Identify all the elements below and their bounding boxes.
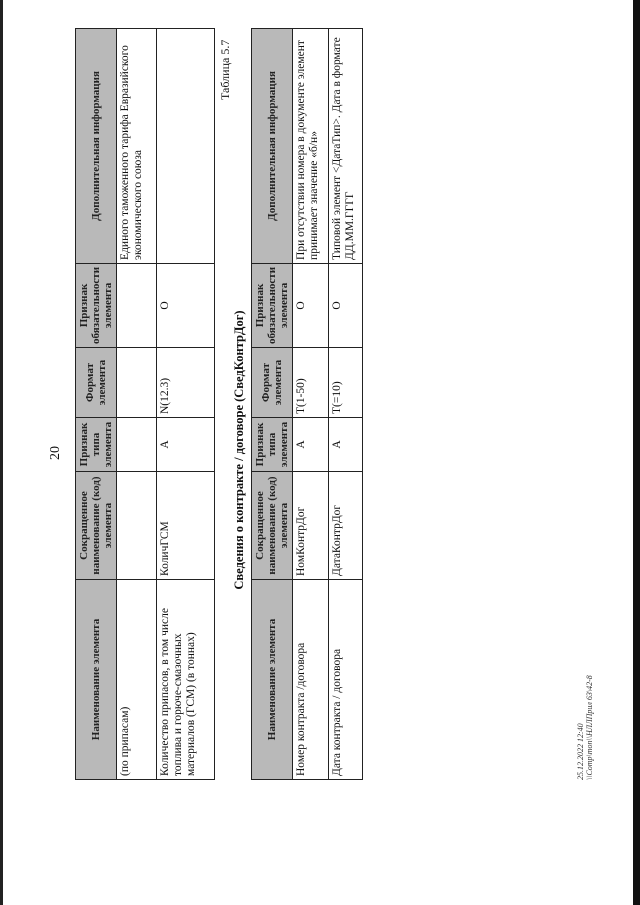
table-caption: Таблица 5.7	[218, 39, 232, 100]
table-cargo-supplies	[75, 28, 215, 780]
table-cell: А	[157, 418, 215, 472]
footnote-timestamp: 25.12.2022 12:40	[576, 723, 585, 780]
table-cell: Типовой элемент <ДатаТип>. Дата в формате ДД.ММ.ГГГГ	[329, 28, 363, 263]
header-cell: Признак типа элемента	[76, 418, 117, 472]
table-cell: ДатаКонтрДог	[329, 472, 363, 580]
table-row	[157, 28, 215, 779]
header-cell: Дополнительная информация	[76, 28, 117, 263]
table-cell: А	[329, 418, 363, 472]
footnote	[576, 675, 594, 780]
table-cell	[117, 418, 157, 472]
table-row	[293, 28, 329, 779]
header-cell: Признак обязательности элемента	[252, 263, 293, 347]
header-cell: Формат элемента	[252, 348, 293, 418]
header-cell: Наименование элемента	[76, 580, 117, 780]
table-cell: КоличГСМ	[157, 472, 215, 580]
header-cell: Сокращенное наименование (код) элемента	[76, 472, 117, 580]
table-row	[117, 28, 157, 779]
footnote-path: \\Comp\mon\\НЛЛПрил 63\42-8	[585, 675, 594, 780]
table-cell: Количество припасов, в том числе топлива и горюче-смазочных материалов (ГСМ) (в тоннах)	[157, 580, 215, 780]
table-cell: T(1-50)	[293, 348, 329, 418]
table-cell: О	[157, 263, 215, 347]
header-cell: Формат элемента	[76, 348, 117, 418]
header-cell: Наименование элемента	[252, 580, 293, 780]
table-cell	[117, 472, 157, 580]
header-cell: Дополнительная информация	[252, 28, 293, 263]
header-cell: Сокращенное наименование (код) элемента	[252, 472, 293, 580]
table-cell: T(=10)	[329, 348, 363, 418]
table-cell: Дата контракта / договора	[329, 580, 363, 780]
page-number: 20	[48, 446, 63, 460]
table-cell: При отсутствии номера в документе элемент принимает значение «б/н»	[293, 28, 329, 263]
header-cell: Признак обязательности элемента	[76, 263, 117, 347]
table-cell: О	[293, 263, 329, 347]
table-header-row	[76, 28, 117, 779]
table-cell	[157, 28, 215, 263]
table-cell: (по припасам)	[117, 580, 157, 780]
table-title: Сведения о контракте / договоре (СведКонтрДог)	[232, 310, 246, 590]
table-cell: Единого таможенного тарифа Евразийского экономического союза	[117, 28, 157, 263]
table-row	[329, 28, 363, 779]
table-cell: НомКонтрДог	[293, 472, 329, 580]
scan-right-border	[633, 0, 640, 905]
table-cell: Номер контракта /договора	[293, 580, 329, 780]
table-cell: О	[329, 263, 363, 347]
table-cell: N(12.3)	[157, 348, 215, 418]
table-header-row	[252, 28, 293, 779]
table-contract-info	[251, 28, 363, 780]
table-cell	[117, 348, 157, 418]
header-cell: Признак типа элемента	[252, 418, 293, 472]
table-cell: А	[293, 418, 329, 472]
table-cell	[117, 263, 157, 347]
scan-left-border	[0, 0, 3, 905]
rotated-page	[20, 10, 620, 890]
